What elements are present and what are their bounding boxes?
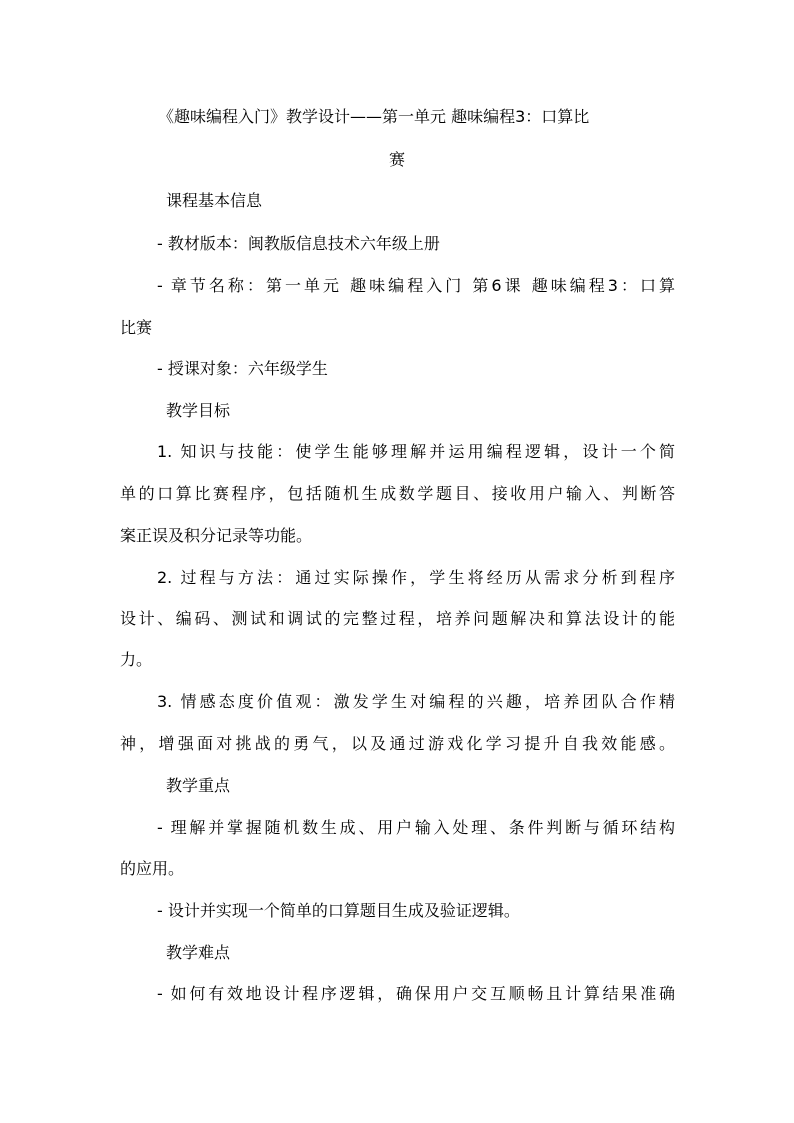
- section-heading-difficulties: 教学难点: [166, 943, 231, 962]
- section-heading-basic-info: 课程基本信息: [166, 191, 263, 210]
- objective-1-line-2: 单的口算比赛程序，包括随机生成数学题目、接收用户输入、判断答: [120, 484, 675, 503]
- basic-info-chapter-line-2: 比赛: [120, 318, 153, 337]
- key-point-1-line-2: 的应用。: [120, 859, 185, 878]
- section-heading-objectives: 教学目标: [166, 401, 231, 420]
- key-point-1-line-1: - 理解并掌握随机数生成、用户输入处理、条件判断与循环结构: [157, 818, 675, 837]
- objective-1-line-1: 1. 知识与技能：使学生能够理解并运用编程逻辑，设计一个简: [157, 442, 675, 461]
- document-title-line-1: 《趣味编程入门》教学设计——第一单元 趣味编程3：口算比: [158, 107, 590, 126]
- objective-2-line-1: 2. 过程与方法：通过实际操作，学生将经历从需求分析到程序: [157, 568, 675, 587]
- key-point-2: - 设计并实现一个简单的口算题目生成及验证逻辑。: [157, 901, 520, 920]
- objective-2-line-3: 力。: [120, 650, 153, 669]
- objective-3-line-1: 3. 情感态度价值观：激发学生对编程的兴趣，培养团队合作精: [157, 692, 675, 711]
- difficulty-1-line-1: - 如何有效地设计程序逻辑，确保用户交互顺畅且计算结果准确: [157, 984, 675, 1003]
- section-heading-key-points: 教学重点: [166, 776, 231, 795]
- basic-info-chapter-line-1: - 章节名称：第一单元 趣味编程入门 第6课 趣味编程3：口算: [157, 276, 675, 295]
- objective-2-line-2: 设计、编码、测试和调试的完整过程，培养问题解决和算法设计的能: [120, 609, 675, 628]
- objective-1-line-3: 案正误及积分记录等功能。: [120, 526, 313, 545]
- basic-info-audience: - 授课对象：六年级学生: [157, 359, 328, 378]
- basic-info-textbook: - 教材版本：闽教版信息技术六年级上册: [157, 234, 440, 253]
- document-title-line-2: 赛: [389, 150, 406, 169]
- objective-3-line-2: 神，增强面对挑战的勇气，以及通过游戏化学习提升自我效能感。: [120, 734, 675, 753]
